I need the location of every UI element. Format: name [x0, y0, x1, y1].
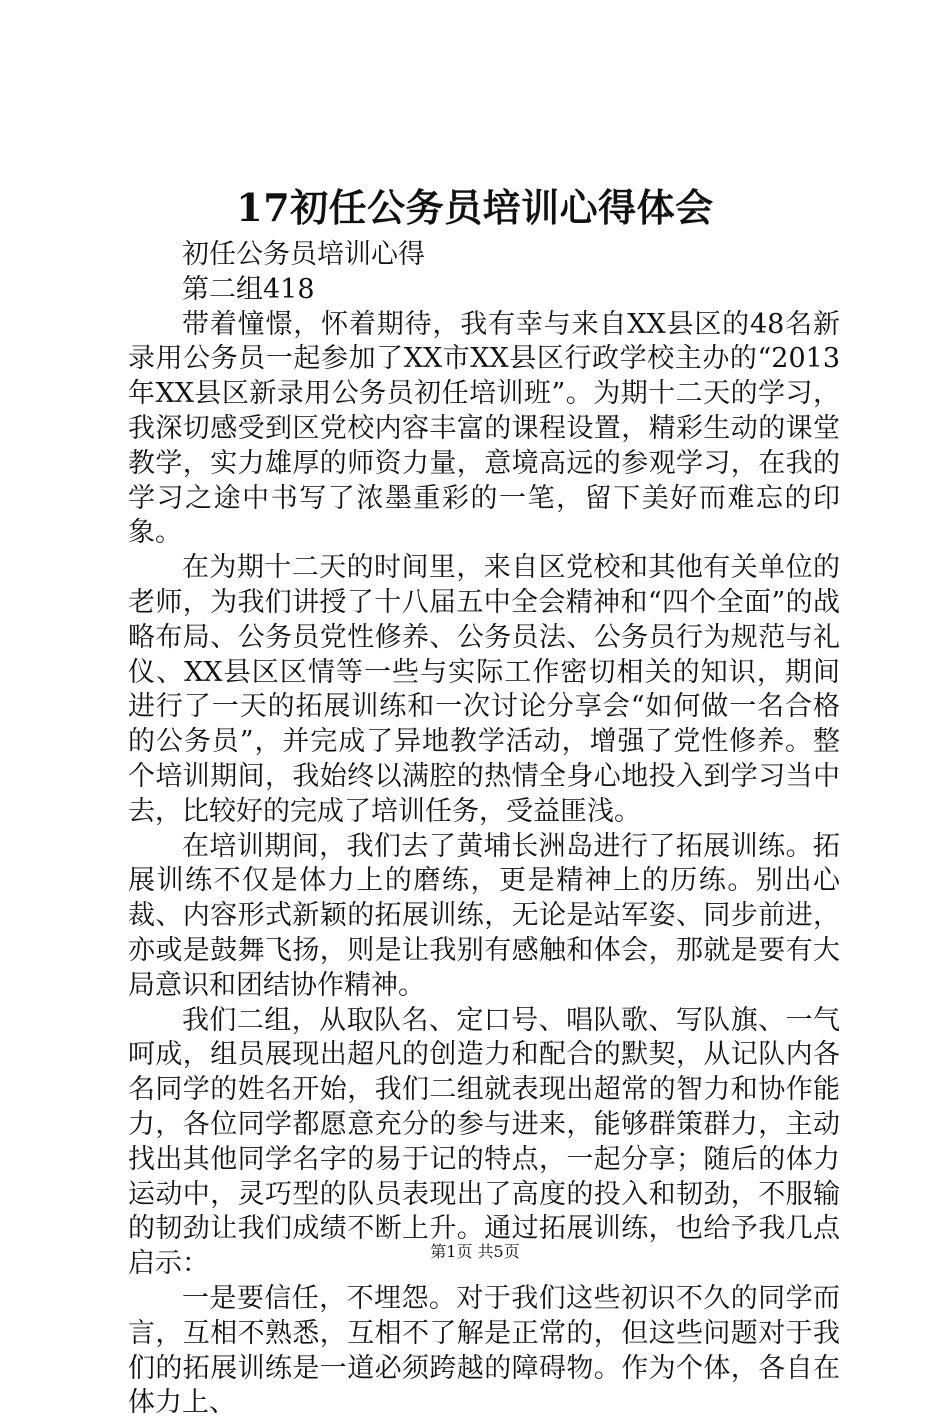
paragraph: 带着憧憬，怀着期待，我有幸与来自XX县区的48名新录用公务员一起参加了XX市XX县区行政学校主办的“2013年XX县区新录用公务员初任培训班”。为期十二天的学习，我深切感受到区党校内容丰富的课程设置，精彩生动的课堂教学，实力雄厚的师资力量，意境高远的参观学习，在我的学习之途中书写了浓墨重彩的一笔，留下美好而难忘的印象。 — [128, 308, 840, 549]
paragraph: 一是要信任，不埋怨。对于我们这些初识不久的同学而言，互相不熟悉，互相不了解是正常的，但这些问题对于我们的拓展训练是一道必须跨越的障碍物。作为个体，各自在体力上、 — [128, 1282, 840, 1419]
page-footer: 第1页 共5页 — [430, 1242, 520, 1261]
subtitle-line: 初任公务员培训心得 — [182, 239, 425, 270]
paragraph: 我们二组，从取队名、定口号、唱队歌、写队旗、一气呵成，组员展现出超凡的创造力和配合的默契，从记队内各名同学的姓名开始，我们二组就表现出超常的智力和协作能力，各位同学都愿意充分的参与进来，能够群策群力，主动找出其他同学名字的易于记的特点，一起分享；随后的体力运动中，灵巧型的队员表现出了高度的投入和韧劲，不服输的韧劲让我们成绩不断上升。通过拓展训练，也给予我几点启示： — [128, 1004, 840, 1280]
paragraph: 在培训期间，我们去了黄埔长洲岛进行了拓展训练。拓展训练不仅是体力上的磨练，更是精神上的历练。别出心裁、内容形式新颖的拓展训练，无论是站军姿、同步前进，亦或是鼓舞飞扬，则是让我别有感触和体会，那就是要有大局意识和团结协作精神。 — [128, 830, 840, 1001]
document-title: 17初任公务员培训心得体会 — [236, 185, 714, 230]
group-line: 第二组418 — [182, 273, 315, 305]
paragraph: 在为期十二天的时间里，来自区党校和其他有关单位的老师，为我们讲授了十八届五中全会精神和“四个全面”的战略布局、公务员党性修养、公务员法、公务员行为规范与礼仪、XX县区区情等一些与实际工作密切相关的知识，期间进行了一天的拓展训练和一次讨论分享会“如何做一名合格的公务员”，并完成了异地教学活动，增强了党性修养。整个培训期间，我始终以满腔的热情全身心地投入到学习当中去，比较好的完成了培训任务，受益匪浅。 — [128, 552, 840, 827]
